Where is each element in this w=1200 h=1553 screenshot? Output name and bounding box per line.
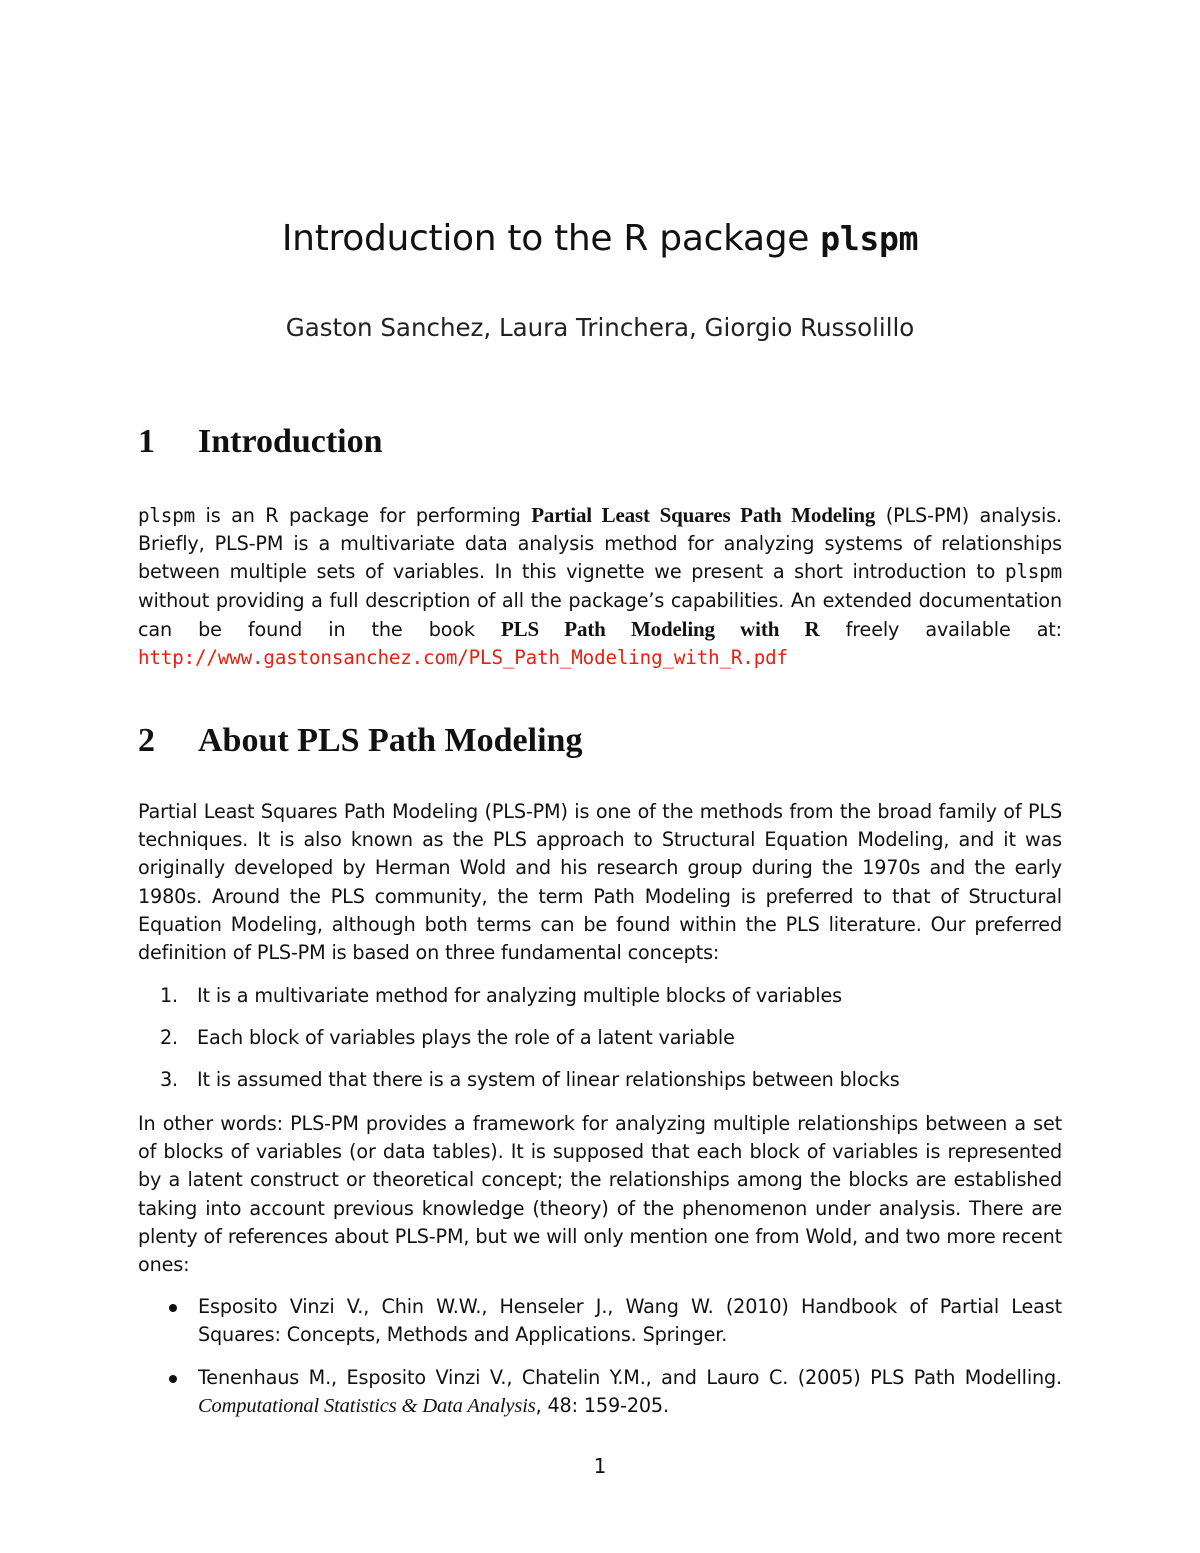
list-item xyxy=(160,984,842,1007)
book-title: PLS Path Modeling with R xyxy=(500,616,820,641)
bullet-icon xyxy=(169,1304,177,1312)
list-text: Each block of variables plays the role of a latent variable xyxy=(197,1026,735,1049)
list-text: It is assumed that there is a system of linear relationships between blocks xyxy=(197,1068,900,1091)
section-1-heading xyxy=(138,423,1078,461)
reference-item xyxy=(170,1364,1062,1420)
package-name: plspm xyxy=(138,504,196,527)
list-number: 1. xyxy=(160,984,179,1007)
page-number: 1 xyxy=(593,1454,607,1478)
section-2-heading xyxy=(138,722,1078,760)
definition-text: Partial Least Squares Path Modeling (PLS-PM) is one of the methods from the broad family of PLS techniques. It is also known as the PLS approach to Structural Equation Modeling, and it was originally developed by Herman Wold and his research group during the 1970s and the early 1980s. Around the PLS community, the term Path Modeling is preferred to that of Structural Equation Modeling, although both terms can be found within the PLS literature. Our preferred definition of PLS-PM is based on three fundamental concepts: xyxy=(138,800,1062,965)
section-1-number: 1 xyxy=(138,423,155,460)
journal-name: Computational Statistics & Data Analysis xyxy=(198,1395,536,1418)
package-name-2: plspm xyxy=(1004,560,1062,584)
title-package-name: plspm xyxy=(820,219,919,258)
document-title xyxy=(0,218,1200,259)
plspm-definition-paragraph xyxy=(138,798,1062,967)
intro-text-d: freely available at: xyxy=(819,617,1062,641)
section-1-title: Introduction xyxy=(198,423,383,460)
intro-text-a: is an R package for performing xyxy=(195,504,532,527)
list-item xyxy=(160,1068,900,1091)
authors-line: Gaston Sanchez, Laura Trinchera, Giorgio Russolillo xyxy=(285,313,915,342)
reference-text: Esposito Vinzi V., Chin W.W., Henseler J., Wang W. (2010) Handbook of Partial Least Squares: Concepts, Methods and Applications. Springer. xyxy=(198,1295,1062,1347)
bold-term-plspm: Partial Least Squares Path Modeling xyxy=(531,503,876,527)
title-prefix: Introduction to the R package xyxy=(281,218,821,259)
list-number: 3. xyxy=(160,1068,179,1091)
references-intro-paragraph xyxy=(138,1110,1062,1279)
reference-text xyxy=(198,1364,1062,1420)
section-2-number: 2 xyxy=(138,722,155,759)
reference-volume: , 48: 159-205. xyxy=(535,1394,669,1418)
intro-paragraph xyxy=(138,501,1062,672)
list-number: 2. xyxy=(160,1026,179,1049)
book-link[interactable]: http://www.gastonsanchez.com/PLS_Path_Modeling_with_R.pdf xyxy=(138,646,788,670)
intro-text-b: (PLS-PM) analysis. Briefly, PLS-PM is a multivariate data analysis method for analyzing systems of relationships between multiple sets of variables. In this vignette we present a short introduction to xyxy=(138,504,1062,584)
section-2-title: About PLS Path Modeling xyxy=(198,722,583,759)
intro-text-c: without providing a full description of all the package’s capabilities. An extended documentation can be found in the book xyxy=(138,588,1062,641)
reference-authors: Tenenhaus M., Esposito Vinzi V., Chatelin Y.M., and Lauro C. (2005) PLS Path Modelling. xyxy=(198,1366,1062,1389)
bullet-icon xyxy=(169,1375,177,1383)
references-intro-text: In other words: PLS-PM provides a framework for analyzing multiple relationships between a set of blocks of variables (or data tables). It is supposed that each block of variables is represented by a latent construct or theoretical concept; the relationships among the blocks are established taking into account previous knowledge (theory) of the phenomenon under analysis. There are plenty of references about PLS-PM, but we will only mention one from Wold, and two more recent ones: xyxy=(138,1112,1062,1277)
list-text: It is a multivariate method for analyzing multiple blocks of variables xyxy=(197,984,842,1007)
list-item xyxy=(160,1026,735,1049)
reference-item xyxy=(170,1293,1062,1349)
